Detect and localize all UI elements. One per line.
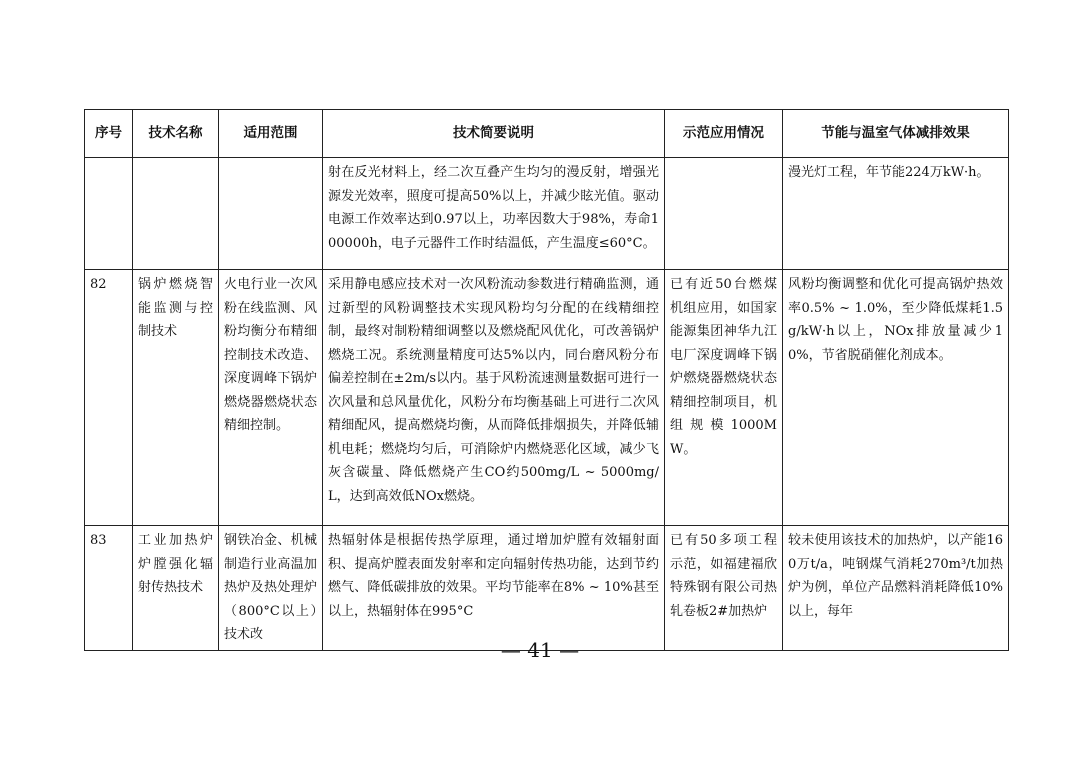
cell-demo-application <box>665 158 783 270</box>
cell-description: 射在反光材料上，经二次互叠产生均匀的漫反射，增强光源发光效率，照度可提高50%以上，并减少眩光值。驱动电源工作效率达到0.97以上，功率因数大于98%，寿命100000h，电子元器件工作时结温低，产生温度≤60°C。 <box>323 158 665 270</box>
cell-applicable-scope: 钢铁冶金、机械制造行业高温加热炉及热处理炉（800°C以上）技术改 <box>219 526 323 651</box>
header-serial-number: 序号 <box>85 110 133 158</box>
cell-technology-name: 工业加热炉炉膛强化辐射传热技术 <box>133 526 219 651</box>
cell-serial-number: 83 <box>85 526 133 651</box>
header-demo-application: 示范应用情况 <box>665 110 783 158</box>
cell-applicable-scope <box>219 158 323 270</box>
cell-demo-application: 已有近50台燃煤机组应用，如国家能源集团神华九江电厂深度调峰下锅炉燃烧器燃烧状态精细控制项目，机组规模1000MW。 <box>665 270 783 526</box>
cell-energy-effect: 较未使用该技术的加热炉，以产能160万t/a，吨钢煤气消耗270m³/t加热炉为例，单位产品燃料消耗降低10%以上，每年 <box>783 526 1009 651</box>
table-row <box>85 158 1009 270</box>
cell-demo-application: 已有50多项工程示范，如福建福欣特殊钢有限公司热轧卷板2#加热炉 <box>665 526 783 651</box>
table-header-row <box>85 110 1009 158</box>
header-applicable-scope: 适用范围 <box>219 110 323 158</box>
cell-applicable-scope: 火电行业一次风粉在线监测、风粉均衡分布精细控制技术改造、深度调峰下锅炉燃烧器燃烧状态精细控制。 <box>219 270 323 526</box>
cell-technology-name: 锅炉燃烧智能监测与控制技术 <box>133 270 219 526</box>
cell-description: 热辐射体是根据传热学原理，通过增加炉膛有效辐射面积、提高炉膛表面发射率和定向辐射传热功能，达到节约燃气、降低碳排放的效果。平均节能率在8% ~ 10%甚至以上，热辐射体在995°C <box>323 526 665 651</box>
cell-description: 采用静电感应技术对一次风粉流动参数进行精确监测，通过新型的风粉调整技术实现风粉均匀分配的在线精细控制，最终对制粉精细调整以及燃烧配风优化，可改善锅炉燃烧工况。系统测量精度可达5%以内，同台磨风粉分布偏差控制在±2m/s以内。基于风粉流速测量数据可进行一次风量和总风量优化，风粉分布均衡基础上可进行二次风精细配风，提高燃烧均衡，从而降低排烟损失，并降低辅机电耗；燃烧均匀后，可消除炉内燃烧恶化区域，减少飞灰含碳量、降低燃烧产生CO约500mg/L ~ 5000mg/L，达到高效低NOx燃烧。 <box>323 270 665 526</box>
cell-energy-effect: 漫光灯工程，年节能224万kW·h。 <box>783 158 1009 270</box>
cell-serial-number: 82 <box>85 270 133 526</box>
technology-table <box>84 109 1009 651</box>
header-energy-effect: 节能与温室气体减排效果 <box>783 110 1009 158</box>
table-row <box>85 270 1009 526</box>
header-technology-name: 技术名称 <box>133 110 219 158</box>
cell-serial-number <box>85 158 133 270</box>
page-number: — 41 — <box>500 638 580 662</box>
cell-technology-name <box>133 158 219 270</box>
table-row <box>85 526 1009 651</box>
cell-energy-effect: 风粉均衡调整和优化可提高锅炉热效率0.5% ~ 1.0%，至少降低煤耗1.5g/kW·h以上，NOx排放量减少10%，节省脱硝催化剂成本。 <box>783 270 1009 526</box>
header-description: 技术简要说明 <box>323 110 665 158</box>
